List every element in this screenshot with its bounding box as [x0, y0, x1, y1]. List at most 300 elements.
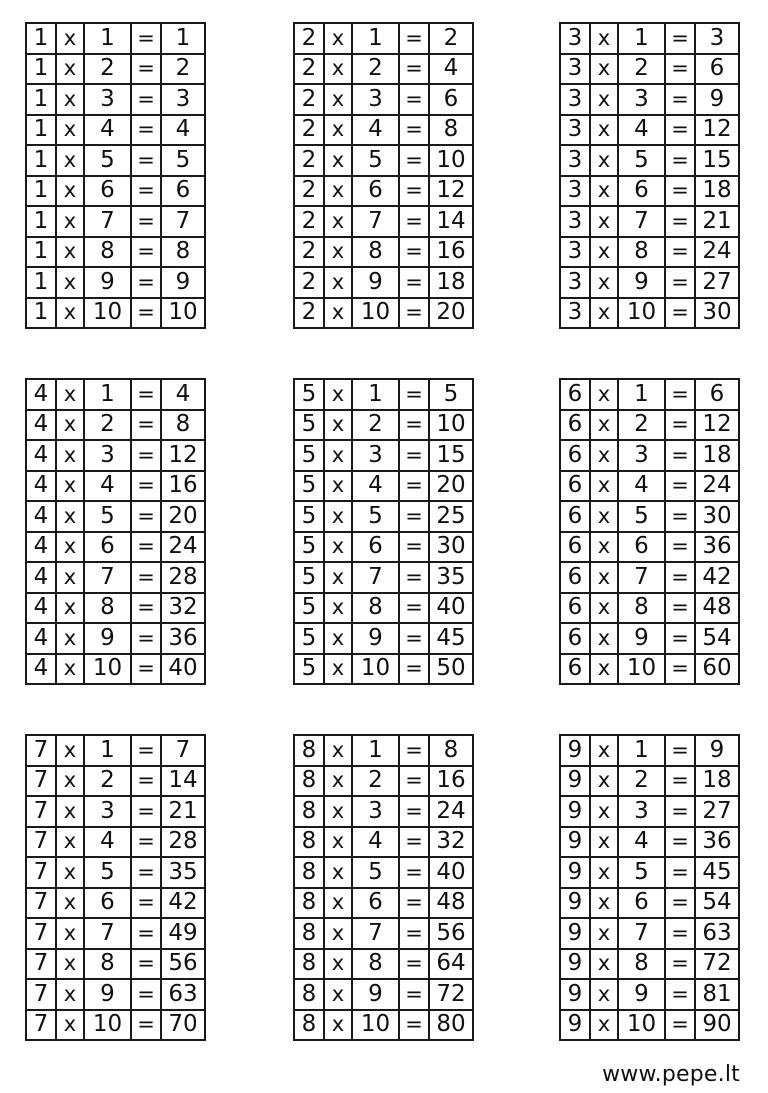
product-cell: 24: [695, 471, 739, 502]
table-row: [560, 379, 739, 410]
factor-cell: 4: [26, 440, 56, 471]
multiplier-cell: 7: [84, 918, 131, 949]
factor-cell: 2: [294, 115, 324, 146]
operator-cell: x: [590, 593, 618, 624]
operator-cell: x: [590, 115, 618, 146]
operator-cell: x: [324, 145, 352, 176]
product-cell: 8: [161, 410, 205, 441]
operator-cell: x: [324, 206, 352, 237]
table-row: [560, 593, 739, 624]
multiplier-cell: 10: [618, 654, 665, 685]
product-cell: 2: [429, 23, 473, 54]
factor-cell: 2: [294, 84, 324, 115]
product-cell: 20: [161, 501, 205, 532]
product-cell: 81: [695, 979, 739, 1010]
operator-cell: x: [324, 654, 352, 685]
table-row: [560, 23, 739, 54]
product-cell: 30: [695, 501, 739, 532]
equals-cell: =: [399, 115, 429, 146]
equals-cell: =: [665, 84, 695, 115]
multiplier-cell: 7: [618, 918, 665, 949]
factor-cell: 1: [26, 298, 56, 329]
multiplier-cell: 1: [84, 23, 131, 54]
factor-cell: 5: [294, 471, 324, 502]
multiplier-cell: 9: [352, 979, 399, 1010]
operator-cell: x: [56, 379, 84, 410]
equals-cell: =: [399, 145, 429, 176]
multiplier-cell: 6: [352, 888, 399, 919]
table-row: [294, 471, 473, 502]
factor-cell: 1: [26, 267, 56, 298]
multiplier-cell: 9: [84, 979, 131, 1010]
factor-cell: 8: [294, 766, 324, 797]
product-cell: 30: [429, 532, 473, 563]
multiplier-cell: 7: [618, 562, 665, 593]
factor-cell: 7: [26, 949, 56, 980]
table-row: [294, 1010, 473, 1041]
equals-cell: =: [399, 562, 429, 593]
equals-cell: =: [665, 888, 695, 919]
table-row: [560, 654, 739, 685]
times-table-6: [559, 378, 740, 685]
product-cell: 18: [429, 267, 473, 298]
operator-cell: x: [56, 237, 84, 268]
operator-cell: x: [56, 84, 84, 115]
operator-cell: x: [324, 979, 352, 1010]
factor-cell: 3: [560, 23, 590, 54]
multiplier-cell: 3: [84, 796, 131, 827]
table-row: [294, 206, 473, 237]
operator-cell: x: [324, 766, 352, 797]
operator-cell: x: [590, 949, 618, 980]
operator-cell: x: [324, 949, 352, 980]
multiplier-cell: 4: [352, 471, 399, 502]
equals-cell: =: [399, 857, 429, 888]
operator-cell: x: [590, 735, 618, 766]
table-row: [26, 888, 205, 919]
product-cell: 16: [161, 471, 205, 502]
equals-cell: =: [665, 54, 695, 85]
operator-cell: x: [324, 471, 352, 502]
operator-cell: x: [590, 237, 618, 268]
factor-cell: 3: [560, 237, 590, 268]
product-cell: 90: [695, 1010, 739, 1041]
multiplier-cell: 9: [84, 267, 131, 298]
equals-cell: =: [399, 623, 429, 654]
equals-cell: =: [399, 654, 429, 685]
equals-cell: =: [399, 827, 429, 858]
factor-cell: 5: [294, 654, 324, 685]
factor-cell: 6: [560, 593, 590, 624]
operator-cell: x: [590, 796, 618, 827]
equals-cell: =: [399, 918, 429, 949]
factor-cell: 3: [560, 206, 590, 237]
multiplier-cell: 2: [352, 766, 399, 797]
table-row: [294, 857, 473, 888]
equals-cell: =: [665, 145, 695, 176]
factor-cell: 5: [294, 410, 324, 441]
multiplier-cell: 4: [352, 115, 399, 146]
product-cell: 18: [695, 176, 739, 207]
multiplier-cell: 3: [352, 84, 399, 115]
table-row: [26, 145, 205, 176]
operator-cell: x: [590, 562, 618, 593]
product-cell: 24: [695, 237, 739, 268]
factor-cell: 8: [294, 1010, 324, 1041]
equals-cell: =: [131, 735, 161, 766]
times-table-2: [293, 22, 474, 329]
multiplier-cell: 7: [352, 206, 399, 237]
factor-cell: 2: [294, 237, 324, 268]
table-row: [560, 532, 739, 563]
factor-cell: 6: [560, 471, 590, 502]
equals-cell: =: [665, 796, 695, 827]
equals-cell: =: [399, 1010, 429, 1041]
table-row: [560, 471, 739, 502]
product-cell: 4: [161, 379, 205, 410]
operator-cell: x: [590, 267, 618, 298]
operator-cell: x: [590, 471, 618, 502]
operator-cell: x: [56, 918, 84, 949]
table-row: [560, 410, 739, 441]
equals-cell: =: [131, 857, 161, 888]
product-cell: 72: [695, 949, 739, 980]
equals-cell: =: [665, 501, 695, 532]
table-row: [294, 623, 473, 654]
factor-cell: 3: [560, 298, 590, 329]
table-row: [26, 654, 205, 685]
equals-cell: =: [665, 766, 695, 797]
table-row: [560, 918, 739, 949]
multiplier-cell: 10: [618, 1010, 665, 1041]
product-cell: 27: [695, 267, 739, 298]
product-cell: 9: [695, 735, 739, 766]
operator-cell: x: [56, 115, 84, 146]
equals-cell: =: [131, 766, 161, 797]
factor-cell: 4: [26, 471, 56, 502]
table-row: [294, 298, 473, 329]
factor-cell: 4: [26, 379, 56, 410]
factor-cell: 3: [560, 176, 590, 207]
factor-cell: 8: [294, 735, 324, 766]
operator-cell: x: [324, 84, 352, 115]
table-row: [26, 766, 205, 797]
operator-cell: x: [56, 623, 84, 654]
product-cell: 20: [429, 298, 473, 329]
equals-cell: =: [399, 440, 429, 471]
operator-cell: x: [324, 410, 352, 441]
factor-cell: 6: [560, 562, 590, 593]
product-cell: 15: [429, 440, 473, 471]
product-cell: 21: [695, 206, 739, 237]
multiplier-cell: 7: [352, 562, 399, 593]
product-cell: 9: [695, 84, 739, 115]
multiplier-cell: 1: [352, 379, 399, 410]
equals-cell: =: [399, 379, 429, 410]
multiplier-cell: 6: [352, 532, 399, 563]
equals-cell: =: [131, 23, 161, 54]
product-cell: 50: [429, 654, 473, 685]
product-cell: 36: [161, 623, 205, 654]
operator-cell: x: [324, 23, 352, 54]
table-row: [26, 1010, 205, 1041]
factor-cell: 9: [560, 857, 590, 888]
multiplier-cell: 6: [352, 176, 399, 207]
operator-cell: x: [590, 623, 618, 654]
factor-cell: 3: [560, 115, 590, 146]
operator-cell: x: [324, 918, 352, 949]
product-cell: 45: [429, 623, 473, 654]
product-cell: 10: [429, 145, 473, 176]
product-cell: 48: [695, 593, 739, 624]
operator-cell: x: [324, 237, 352, 268]
equals-cell: =: [399, 471, 429, 502]
equals-cell: =: [399, 237, 429, 268]
multiplier-cell: 5: [352, 501, 399, 532]
equals-cell: =: [665, 949, 695, 980]
operator-cell: x: [324, 115, 352, 146]
operator-cell: x: [324, 440, 352, 471]
operator-cell: x: [590, 440, 618, 471]
equals-cell: =: [131, 532, 161, 563]
factor-cell: 5: [294, 562, 324, 593]
multiplier-cell: 3: [84, 440, 131, 471]
equals-cell: =: [665, 298, 695, 329]
multiplier-cell: 5: [618, 145, 665, 176]
equals-cell: =: [399, 735, 429, 766]
operator-cell: x: [56, 532, 84, 563]
multiplier-cell: 5: [618, 501, 665, 532]
equals-cell: =: [131, 54, 161, 85]
equals-cell: =: [131, 267, 161, 298]
factor-cell: 4: [26, 654, 56, 685]
operator-cell: x: [56, 827, 84, 858]
factor-cell: 7: [26, 827, 56, 858]
table-row: [26, 949, 205, 980]
factor-cell: 9: [560, 888, 590, 919]
equals-cell: =: [665, 532, 695, 563]
factor-cell: 9: [560, 796, 590, 827]
multiplier-cell: 6: [84, 176, 131, 207]
multiplier-cell: 3: [84, 84, 131, 115]
table-row: [26, 857, 205, 888]
equals-cell: =: [131, 796, 161, 827]
operator-cell: x: [56, 298, 84, 329]
factor-cell: 8: [294, 918, 324, 949]
operator-cell: x: [324, 176, 352, 207]
equals-cell: =: [399, 532, 429, 563]
operator-cell: x: [590, 410, 618, 441]
operator-cell: x: [324, 298, 352, 329]
table-row: [294, 979, 473, 1010]
multiplier-cell: 2: [84, 766, 131, 797]
product-cell: 80: [429, 1010, 473, 1041]
equals-cell: =: [131, 471, 161, 502]
product-cell: 5: [429, 379, 473, 410]
operator-cell: x: [590, 84, 618, 115]
factor-cell: 2: [294, 206, 324, 237]
table-row: [294, 766, 473, 797]
product-cell: 28: [161, 562, 205, 593]
table-row: [560, 888, 739, 919]
multiplier-cell: 9: [618, 979, 665, 1010]
product-cell: 4: [161, 115, 205, 146]
equals-cell: =: [131, 206, 161, 237]
product-cell: 12: [429, 176, 473, 207]
equals-cell: =: [665, 654, 695, 685]
equals-cell: =: [665, 176, 695, 207]
product-cell: 12: [695, 115, 739, 146]
product-cell: 56: [429, 918, 473, 949]
table-row: [26, 84, 205, 115]
product-cell: 15: [695, 145, 739, 176]
times-table-5: [293, 378, 474, 685]
table-row: [26, 827, 205, 858]
operator-cell: x: [56, 888, 84, 919]
factor-cell: 3: [560, 145, 590, 176]
equals-cell: =: [665, 1010, 695, 1041]
factor-cell: 7: [26, 857, 56, 888]
operator-cell: x: [56, 1010, 84, 1041]
multiplier-cell: 9: [352, 623, 399, 654]
table-row: [294, 176, 473, 207]
factor-cell: 2: [294, 145, 324, 176]
factor-cell: 7: [26, 766, 56, 797]
operator-cell: x: [324, 796, 352, 827]
factor-cell: 9: [560, 766, 590, 797]
product-cell: 40: [161, 654, 205, 685]
table-row: [560, 766, 739, 797]
equals-cell: =: [131, 888, 161, 919]
operator-cell: x: [590, 176, 618, 207]
product-cell: 5: [161, 145, 205, 176]
table-row: [294, 562, 473, 593]
times-table-9: [559, 734, 740, 1041]
equals-cell: =: [131, 145, 161, 176]
product-cell: 64: [429, 949, 473, 980]
factor-cell: 5: [294, 440, 324, 471]
product-cell: 36: [695, 532, 739, 563]
multiplier-cell: 2: [84, 410, 131, 441]
operator-cell: x: [590, 979, 618, 1010]
product-cell: 35: [429, 562, 473, 593]
operator-cell: x: [56, 796, 84, 827]
factor-cell: 7: [26, 1010, 56, 1041]
factor-cell: 3: [560, 267, 590, 298]
operator-cell: x: [590, 766, 618, 797]
operator-cell: x: [324, 857, 352, 888]
multiplier-cell: 2: [618, 54, 665, 85]
factor-cell: 6: [560, 410, 590, 441]
multiplier-cell: 10: [352, 298, 399, 329]
table-row: [294, 115, 473, 146]
equals-cell: =: [399, 796, 429, 827]
product-cell: 40: [429, 593, 473, 624]
multiplier-cell: 1: [618, 23, 665, 54]
table-row: [294, 440, 473, 471]
table-row: [26, 23, 205, 54]
operator-cell: x: [324, 267, 352, 298]
product-cell: 10: [429, 410, 473, 441]
factor-cell: 3: [560, 54, 590, 85]
multiplier-cell: 4: [84, 115, 131, 146]
equals-cell: =: [131, 410, 161, 441]
equals-cell: =: [131, 979, 161, 1010]
equals-cell: =: [665, 237, 695, 268]
table-row: [294, 237, 473, 268]
multiplier-cell: 8: [84, 593, 131, 624]
multiplier-cell: 5: [84, 857, 131, 888]
equals-cell: =: [665, 23, 695, 54]
product-cell: 12: [161, 440, 205, 471]
times-table-1: [25, 22, 206, 329]
multiplier-cell: 1: [618, 735, 665, 766]
factor-cell: 3: [560, 84, 590, 115]
table-row: [294, 410, 473, 441]
factor-cell: 4: [26, 532, 56, 563]
multiplier-cell: 3: [352, 440, 399, 471]
operator-cell: x: [56, 471, 84, 502]
table-row: [294, 654, 473, 685]
product-cell: 40: [429, 857, 473, 888]
multiplier-cell: 2: [618, 410, 665, 441]
factor-cell: 6: [560, 440, 590, 471]
table-row: [294, 84, 473, 115]
operator-cell: x: [324, 827, 352, 858]
factor-cell: 8: [294, 827, 324, 858]
equals-cell: =: [131, 654, 161, 685]
equals-cell: =: [665, 206, 695, 237]
product-cell: 14: [429, 206, 473, 237]
equals-cell: =: [131, 593, 161, 624]
equals-cell: =: [665, 379, 695, 410]
product-cell: 30: [695, 298, 739, 329]
product-cell: 32: [161, 593, 205, 624]
operator-cell: x: [56, 501, 84, 532]
operator-cell: x: [590, 206, 618, 237]
table-row: [26, 796, 205, 827]
times-table-7: [25, 734, 206, 1041]
table-row: [294, 888, 473, 919]
table-row: [26, 54, 205, 85]
multiplier-cell: 8: [84, 237, 131, 268]
multiplier-cell: 8: [618, 949, 665, 980]
product-cell: 54: [695, 888, 739, 919]
table-row: [294, 145, 473, 176]
operator-cell: x: [56, 857, 84, 888]
times-table-4: [25, 378, 206, 685]
product-cell: 56: [161, 949, 205, 980]
factor-cell: 2: [294, 23, 324, 54]
multiplier-cell: 1: [352, 735, 399, 766]
multiplier-cell: 6: [84, 888, 131, 919]
multiplier-cell: 6: [618, 176, 665, 207]
factor-cell: 8: [294, 888, 324, 919]
table-row: [26, 593, 205, 624]
table-row: [560, 54, 739, 85]
multiplier-cell: 8: [618, 237, 665, 268]
equals-cell: =: [399, 206, 429, 237]
operator-cell: x: [324, 735, 352, 766]
equals-cell: =: [131, 115, 161, 146]
factor-cell: 8: [294, 979, 324, 1010]
table-row: [294, 796, 473, 827]
multiplier-cell: 10: [84, 654, 131, 685]
operator-cell: x: [324, 888, 352, 919]
operator-cell: x: [56, 176, 84, 207]
factor-cell: 2: [294, 267, 324, 298]
equals-cell: =: [665, 562, 695, 593]
